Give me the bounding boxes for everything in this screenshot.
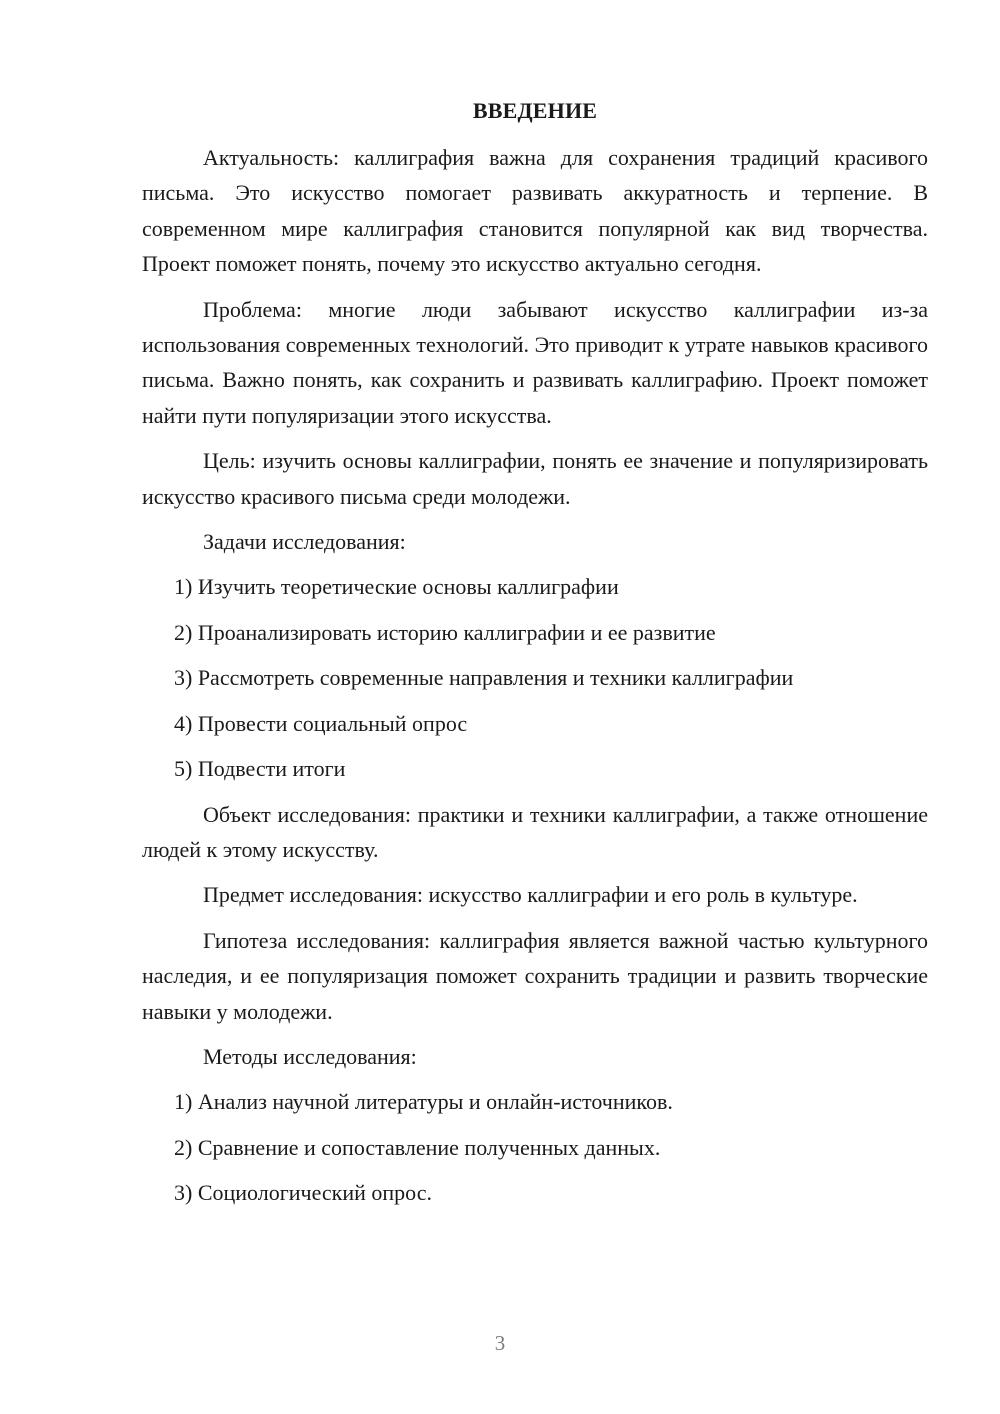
- section-title: ВВЕДЕНИЕ: [472, 98, 598, 123]
- tasks-heading: Задачи исследования:: [203, 529, 406, 555]
- list-item: 5) Подвести итоги: [174, 756, 346, 782]
- page-number: 3: [494, 1331, 506, 1355]
- list-item: 1) Изучить теоретические основы каллиграфии: [174, 574, 619, 600]
- methods-list: [142, 1084, 928, 1210]
- hypothesis-paragraph: Гипотеза исследования: каллиграфия является важной частью культурного наследия, и ее популяризация поможет сохранить традиции и развить творческие навыки у молодежи.: [142, 927, 928, 1024]
- tasks-list: [142, 569, 928, 786]
- list-item: 1) Анализ научной литературы и онлайн-источников.: [174, 1089, 673, 1115]
- problem-paragraph: Проблема: многие люди забывают искусство каллиграфии из-за использования современных технологий. Это приводит к утрате навыков красивого письма. Важно понять, как сохранить и развивать каллиграфию. Проект поможет найти пути популяризации этого искусства.: [142, 296, 928, 428]
- subject-paragraph: Предмет исследования: искусство каллиграфии и его роль в культуре.: [203, 882, 858, 908]
- list-item: 2) Проанализировать историю каллиграфии и ее развитие: [174, 619, 716, 645]
- list-item: 3) Социологический опрос.: [174, 1180, 432, 1206]
- methods-heading: Методы исследования:: [203, 1043, 417, 1069]
- goal-paragraph: Цель: изучить основы каллиграфии, понять ее значение и популяризировать искусство красивого письма среди молодежи.: [142, 448, 928, 509]
- document-page: [142, 96, 928, 1221]
- list-item: 3) Рассмотреть современные направления и техники каллиграфии: [174, 665, 794, 691]
- object-paragraph: Объект исследования: практики и техники каллиграфии, а также отношение людей к этому искусству.: [142, 801, 928, 862]
- list-item: 2) Сравнение и сопоставление полученных данных.: [174, 1134, 661, 1160]
- list-item: 4) Провести социальный опрос: [174, 710, 468, 736]
- relevance-paragraph: Актуальность: каллиграфия важна для сохранения традиций красивого письма. Это искусство помогает развивать аккуратность и терпение. В современном мире каллиграфия становится популярной как вид творчества. Проект поможет понять, почему это искусство актуально сегодня.: [142, 145, 928, 277]
